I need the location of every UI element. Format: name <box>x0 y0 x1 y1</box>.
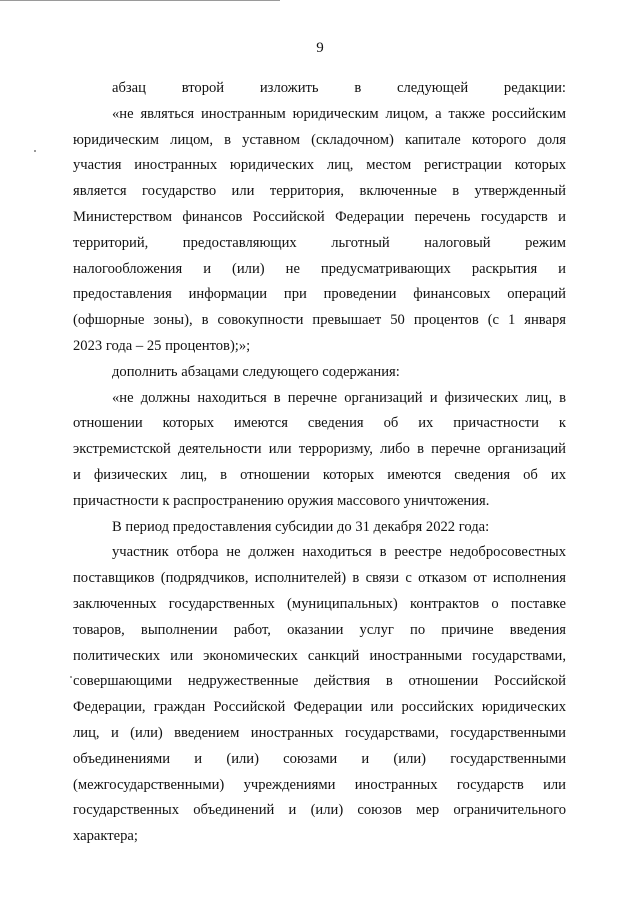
text-line: налогообложения и (или) не предусматривающих раскрытия и <box>73 260 566 277</box>
text-line: государственных объединений и (или) союзов мер ограничительного <box>73 802 566 819</box>
text-line: (межгосударственными) учреждениями иностранных государств или <box>73 776 566 793</box>
text-line: политических или экономических санкций иностранными государствами, <box>73 647 566 664</box>
text-line: территорий, предоставляющих льготный налоговый режим <box>73 234 566 251</box>
scan-speck <box>70 676 72 678</box>
text-line: заключенных государственных (муниципальных) контрактов о поставке <box>73 595 566 612</box>
document-body <box>73 76 566 850</box>
text-line: юридическим лицом, в уставном (складочном) капитале которого доля <box>73 131 566 148</box>
text-line: участник отбора не должен находиться в реестре недобросовестных <box>112 544 566 561</box>
scan-speck <box>34 150 36 152</box>
text-line: 2023 года – 25 процентов);»; <box>73 337 251 354</box>
page-number: 9 <box>316 40 324 56</box>
text-line: поставщиков (подрядчиков, исполнителей) в связи с отказом от исполнения <box>73 570 566 587</box>
text-line: причастности к распространению оружия массового уничтожения. <box>73 492 490 509</box>
text-line: участия иностранных юридических лиц, местом регистрации которых <box>73 157 566 174</box>
text-line: является государство или территория, включенные в утвержденный <box>73 183 566 200</box>
text-line: экстремистской деятельности или терроризму, либо в перечне организаций <box>73 441 566 458</box>
text-line: совершающими недружественные действия в отношении Российской <box>73 673 566 690</box>
text-line: дополнить абзацами следующего содержания: <box>112 363 400 380</box>
text-line: и физических лиц, в отношении которых имеются сведения об их <box>73 466 566 483</box>
text-line: «не являться иностранным юридическим лицом, а также российским <box>112 105 566 122</box>
text-line: характера; <box>73 828 138 845</box>
text-line: «не должны находиться в перечне организаций и физических лиц, в <box>112 389 566 406</box>
text-line: (офшорные зоны), в совокупности превышает 50 процентов (с 1 января <box>73 312 566 329</box>
text-line: В период предоставления субсидии до 31 декабря 2022 года: <box>112 518 490 535</box>
text-line: объединениями и (или) союзами и (или) государственными <box>73 750 566 767</box>
text-line: предоставления информации при проведении финансовых операций <box>73 286 566 303</box>
text-line: лиц, и (или) введением иностранных государствами, государственными <box>73 724 566 741</box>
top-border-line <box>0 0 280 1</box>
text-line: Федерации, граждан Российской Федерации или российских юридических <box>73 699 566 716</box>
text-line: товаров, выполнении работ, оказании услуг по причине введения <box>73 621 566 638</box>
text-line: Министерством финансов Российской Федерации перечень государств и <box>73 208 566 225</box>
text-line: отношении которых имеются сведения об их причастности к <box>73 415 566 432</box>
text-line: абзац второй изложить в следующей редакции: <box>112 80 566 96</box>
